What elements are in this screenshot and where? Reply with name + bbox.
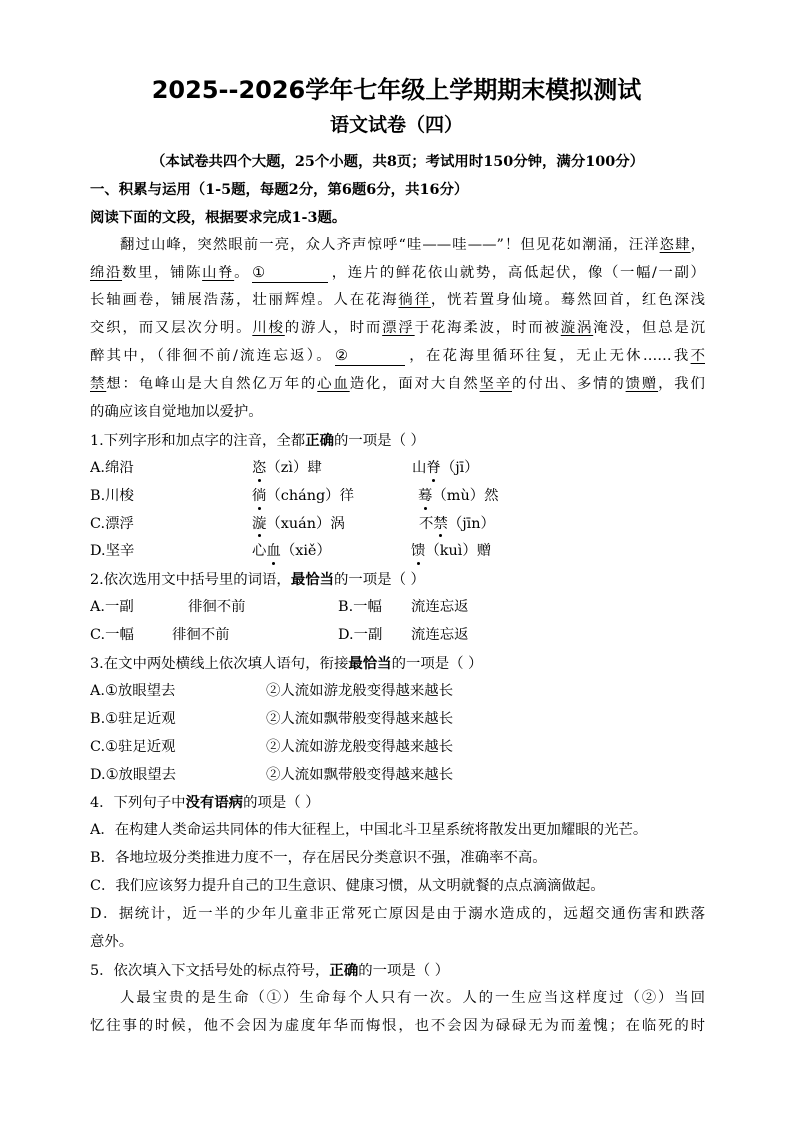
passage-line <box>90 399 705 427</box>
passage-text: 醉其中，（徘徊不前/流连忘返）。 <box>90 348 333 365</box>
question-5-stem <box>90 957 705 985</box>
option-part-2: ②人流如游龙般变得越来越长 <box>266 682 454 699</box>
underlined-word: 不 <box>690 348 705 365</box>
passage-line <box>90 343 705 371</box>
option-label: C.漂浮 <box>90 515 134 532</box>
underlined-word: 恣肆 <box>659 236 691 253</box>
passage-text: ，恍若置身仙境。蓦然回首，红色深浅 <box>430 292 705 309</box>
stem-emphasis: 最恰当 <box>290 571 334 589</box>
dotted-char: 血 <box>266 538 280 566</box>
option-part-1: B.①驻足近观 <box>90 710 176 727</box>
option-part-2: ②人流如飘带般变得越来越长 <box>266 766 454 783</box>
pinyin: （jī） <box>440 459 479 476</box>
stem-text: 的一项是（ ） <box>334 432 425 449</box>
question-5-passage: 忆往事的时候，他不会因为虚度年华而悔恨，也不会因为碌碌无为而羞愧；在临死的时 <box>90 1017 705 1034</box>
option-c-text: 徘徊不前 <box>172 627 230 644</box>
pinyin: （xuán）涡 <box>266 515 345 532</box>
dotted-char: 蓦 <box>418 483 432 511</box>
stem-text: 的一项是（ ） <box>334 572 425 589</box>
stem-text: 的项是（ ） <box>243 795 320 812</box>
underlined-word: 川梭 <box>252 320 285 337</box>
question-5-passage: 人最宝贵的是生命（①）生命每个人只有一次。人的一生应当这样度过（②）当回 <box>120 989 705 1006</box>
stem-text: 5．依次填入下文括号处的标点符号， <box>90 962 330 979</box>
passage-text: 长轴画卷，铺展浩荡，壮丽辉煌。人在花海 <box>90 292 399 309</box>
dotted-char: 禁 <box>433 511 447 539</box>
passage-text: 的确应该自觉地加以爱护。 <box>90 404 263 421</box>
stem-text: 4．下列句子中 <box>90 795 186 812</box>
question-4-option-d[interactable]: D．据统计，近一半的少年儿童非正常死亡原因是由于溺水造成的，远超交通伤害和跌落 <box>90 906 705 923</box>
question-3-option-c[interactable] <box>90 734 705 762</box>
question-4-option-d-cont: 意外。 <box>90 933 134 950</box>
passage-intro: 阅读下面的文段，根据要求完成1-3题。 <box>90 208 347 226</box>
option-part-2: ②人流如飘带般变得越来越长 <box>266 710 454 727</box>
option-a-text: 徘徊不前 <box>188 599 246 616</box>
exam-body <box>90 148 705 1041</box>
plain-char: 不 <box>419 515 434 532</box>
dotted-char: 漩 <box>252 511 266 539</box>
passage-line <box>90 260 705 288</box>
pinyin: （zì）肆 <box>266 459 322 476</box>
stem-emphasis: 最恰当 <box>348 655 392 673</box>
option-d-text: 流连忘返 <box>411 627 469 644</box>
question-3-option-a[interactable] <box>90 678 705 706</box>
dotted-char: 徜 <box>252 483 266 511</box>
passage-text: ，我们 <box>658 376 705 393</box>
question-4-stem <box>90 789 705 817</box>
exam-subtitle: 语文试卷（四） <box>329 114 463 136</box>
option-part-1: D.①放眼望去 <box>90 766 177 783</box>
passage-line <box>90 287 705 315</box>
question-3-option-b[interactable] <box>90 706 705 734</box>
question-2-options-row <box>90 622 705 650</box>
stem-text: 3.在文中两处横线上依次填人语句，衔接 <box>90 656 349 673</box>
underlined-word: 坚辛 <box>479 376 512 393</box>
passage-text: 的付出、多情的 <box>512 376 626 393</box>
option-c[interactable]: C.一幅 <box>90 627 134 644</box>
option-part-2: ②人流如游龙般变得越来越长 <box>266 738 454 755</box>
option-part-1: C.①驻足近观 <box>90 738 176 755</box>
passage-text: 数里，铺陈 <box>122 264 203 281</box>
stem-text: 2.依次选用文中括号里的词语， <box>90 572 291 589</box>
passage-line <box>90 315 705 343</box>
stem-emphasis: 没有语病 <box>185 794 244 812</box>
passage-text: 造化，面对大自然 <box>349 376 480 393</box>
pinyin: （kuì）赠 <box>425 543 492 560</box>
underlined-word: 徜徉 <box>398 292 431 309</box>
passage-text: 。 <box>234 264 251 281</box>
fill-blank-1: ① <box>252 264 328 283</box>
passage-text: ， <box>690 236 705 253</box>
dotted-char: 恣 <box>252 455 266 483</box>
pinyin: （cháng）徉 <box>266 487 354 504</box>
question-2-stem <box>90 566 705 594</box>
stem-text: 的一项是（ ） <box>358 962 450 979</box>
passage-text: ，在花海里循环往复，无止无休……我 <box>406 348 691 365</box>
option-b-text: 流连忘返 <box>411 599 469 616</box>
stem-text: 的一项是（ ） <box>391 656 483 673</box>
underlined-word: 漂浮 <box>382 320 415 337</box>
question-1-option-d[interactable] <box>90 538 705 566</box>
underlined-word: 禁 <box>90 376 107 393</box>
pinyin: （jīn） <box>447 515 495 532</box>
question-1-stem <box>90 427 705 455</box>
question-1-option-a[interactable] <box>90 455 705 483</box>
passage-text: 想：龟峰山是大自然亿万年的 <box>106 376 318 393</box>
dotted-char: 馈 <box>411 538 425 566</box>
option-label: B.川梭 <box>90 487 134 504</box>
option-part-1: A.①放眼望去 <box>90 682 176 699</box>
underlined-word: 心血 <box>317 376 350 393</box>
exam-title: 2025--2026学年七年级上学期期末模拟测试 <box>151 76 642 104</box>
underlined-word: 馈赠 <box>625 376 659 393</box>
option-a[interactable]: A.一副 <box>90 599 134 616</box>
stem-emphasis: 正确 <box>305 431 334 449</box>
option-b[interactable]: B.一幅 <box>338 599 382 616</box>
underlined-word: 漩涡 <box>560 320 594 337</box>
exam-instructions: （本试卷共四个大题，25个小题，共8页；考试用时150分钟，满分100分） <box>150 153 645 170</box>
question-4-option-b[interactable]: B．各地垃圾分类推进力度不一，存在居民分类意识不强，准确率不高。 <box>90 850 547 867</box>
underlined-word: 绵沿 <box>90 264 123 281</box>
plain-char: 山 <box>412 459 427 476</box>
stem-text: 1.下列字形和加点字的注音，全都 <box>90 432 306 449</box>
question-3-stem <box>90 650 705 678</box>
option-label: D.坚辛 <box>90 543 135 560</box>
question-1-option-b[interactable] <box>90 483 705 511</box>
stem-emphasis: 正确 <box>329 961 359 979</box>
option-d[interactable]: D.一副 <box>338 627 383 644</box>
question-3-option-d[interactable] <box>90 762 705 790</box>
question-4-option-a[interactable]: A．在构建人类命运共同体的伟大征程上，中国北斗卫星系统将散发出更加耀眼的光芒。 <box>90 822 648 839</box>
pinyin: （mù）然 <box>432 487 499 504</box>
underlined-word: 山脊 <box>202 264 235 281</box>
passage-text: ，连片的鲜花依山就势，高低起伏，像（一幅/一副） <box>330 264 705 281</box>
dotted-char: 脊 <box>426 455 440 483</box>
passage-line <box>90 232 705 260</box>
option-label: A.绵沿 <box>90 459 134 476</box>
passage-text: 翻过山峰，突然眼前一亮，众人齐声惊呼“哇——哇——”！但见花如潮涌，汪洋 <box>120 236 660 253</box>
passage-text: 交织，而又层次分明。川梭的游人，时而漂浮于花海柔波，时而被漩涡淹没，但总是沉 <box>90 320 705 337</box>
pinyin: 血（xiě） <box>266 543 330 559</box>
question-2-options-row <box>90 594 705 622</box>
fill-blank-2: ② <box>335 347 405 366</box>
section-heading: 一、积累与运用（1-5题，每题2分，第6题6分，共16分） <box>90 180 469 198</box>
passage-line <box>90 371 705 399</box>
plain-char: 心 <box>252 543 267 560</box>
question-1-option-c[interactable] <box>90 511 705 539</box>
question-4-option-c[interactable]: C．我们应该努力提升自己的卫生意识、健康习惯，从文明就餐的点点滴滴做起。 <box>90 878 605 895</box>
